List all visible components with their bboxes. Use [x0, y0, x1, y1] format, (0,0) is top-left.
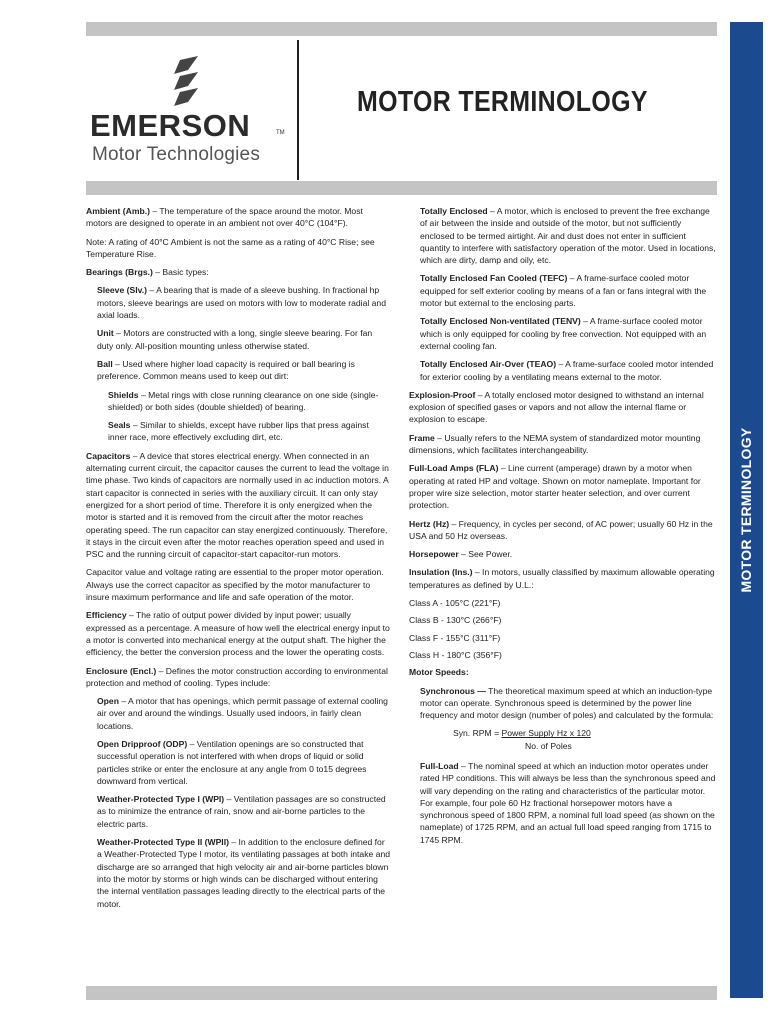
insulation-class — [409, 597, 716, 609]
definition-text: – Line current (amperage) drawn by a motor when operating at rated HP and voltage. Shown on motor nameplate. Important for proper wire size selection, motor starter heater selection, and over current protection. — [409, 463, 701, 511]
definition-text: – Similar to shields, except have rubber lips that press against inner race, more effectively excluding dirt, etc. — [108, 420, 369, 443]
definition — [86, 450, 390, 561]
term: Full-Load — [420, 760, 459, 771]
term: Shields — [108, 389, 139, 400]
note — [86, 566, 390, 603]
definition-text: – A motor, which is enclosed to prevent the free exchange of air between the inside and outside of the motor, but not sufficiently enclosed to be termed airtight. Air and dust does not enter in sufficient quantity to interfere with satisfactory operation of the motor. Used in locations, which are dirty, damp and oily, etc. — [420, 206, 716, 266]
definition-text: – Ventilation openings are so constructed that successful operation is not interfered with when drops of liquid or solid particles strike or enter the enclosure at any angle from 0 to15 degrees downward from vertical. — [97, 738, 367, 786]
definition-text: – The ratio of output power divided by input power; usually expressed as a percentage. A measure of how well the electrical energy input to a motor is converted into mechanical energy at the output shaft. The higher the efficiency, the better the conversion process and the lower the operating costs. — [86, 610, 390, 658]
term: Open — [97, 696, 119, 707]
definition-text: – Defines the motor construction according to environmental protection and method of cooling. Types include: — [86, 665, 388, 688]
term: Sleeve (Slv.) — [97, 285, 147, 296]
insulation-class — [409, 649, 716, 661]
term: Frame — [409, 432, 435, 443]
definition-text: – Metal rings with close running clearance on one side (single-shielded) or both sides (double shielded) of bearing. — [108, 389, 379, 412]
definition-text: – Ventilation passages are so constructed as to minimize the entrance of rain, snow and air-borne particles to the electric parts. — [97, 794, 386, 829]
header-gray-bar — [86, 181, 717, 195]
definition — [97, 738, 390, 787]
definition — [409, 432, 716, 457]
insulation-class — [409, 614, 716, 626]
class-text: Class F - 155°C (311°F) — [409, 632, 501, 643]
definition — [409, 566, 716, 591]
formula-lhs: Syn. RPM = — [453, 728, 502, 739]
right-column — [409, 205, 716, 852]
header-divider — [297, 40, 299, 180]
definition-text: – See Power. — [458, 549, 513, 560]
definition-text: – In motors, usually classified by maximum allowable operating temperatures as defined by U.L.: — [409, 567, 715, 590]
definition-text: – A motor that has openings, which permit passage of external cooling air over and around the windings. Usually used indoors, in fairly clean locations. — [97, 696, 388, 731]
definition-text: – Motors are constructed with a long, single sleeve bearing. For fan duty only. All-position mounting unless otherwise stated. — [97, 328, 373, 351]
note — [86, 236, 390, 261]
definition-text: – The temperature of the space around the motor. Most motors are designed to operate in an ambient not over 40°C (104°F). — [86, 206, 363, 229]
definition — [420, 272, 716, 309]
term: Capacitors — [86, 450, 131, 461]
term: Horsepower — [409, 549, 459, 560]
term: Totally Enclosed — [420, 206, 488, 216]
definition — [420, 205, 716, 266]
definition — [409, 389, 716, 426]
definition — [86, 665, 390, 690]
definition — [97, 284, 390, 321]
class-text: Class H - 180°C (356°F) — [409, 649, 502, 660]
term: Weather-Protected Type I (WPI) — [97, 794, 225, 805]
term: Open Dripproof (ODP) — [97, 738, 188, 749]
definition-text: – A bearing that is made of a sleeve bushing. In fractional hp motors, sleeve bearings are used on motors with low to moderate radial and axial loads. — [97, 285, 386, 321]
definition-text: – Frequency, in cycles per second, of AC power; usually 60 Hz in the USA and 50 Hz overseas. — [409, 518, 713, 541]
term: Totally Enclosed Non-ventilated (TENV) — [420, 316, 581, 327]
term: Insulation (Ins.) — [409, 567, 473, 578]
term: Motor Speeds: — [409, 667, 469, 678]
term: Totally Enclosed Air-Over (TEAO) — [420, 359, 557, 370]
definition — [409, 518, 716, 543]
definition — [97, 358, 390, 383]
formula-denominator: No. of Poles — [525, 740, 572, 751]
definition-text: – The nominal speed at which an induction motor operates under rated HP conditions. This will always be less than the synchronous speed and will vary depending on the rating and characteristics of the particular motor. For example, four pole 60 Hz fractional horsepower motors have a synchronous speed of 1800 RPM, a nominal full load speed (as shown on the nameplate) of 1725 RPM, and an actual full load speed ranging from 1715 to 1745 RPM. — [420, 760, 716, 845]
formula-numerator: Power Supply Hz x 120 — [501, 728, 591, 739]
definition — [409, 462, 716, 511]
definition-text: – A frame-surface cooled motor equipped for self exterior cooling by means of a fan or fans integral with the motor but external to the enclosing parts. — [420, 273, 707, 309]
term: Weather-Protected Type II (WPII) — [97, 837, 229, 848]
bottom-gray-bar — [86, 986, 717, 1000]
definition-text: – Basic types: — [152, 267, 209, 278]
insulation-class — [409, 632, 716, 644]
brand-subtitle: Motor Technologies — [92, 144, 261, 165]
definition-text: – Usually refers to the NEMA system of standardized motor mounting dimensions, which facilitates interchangeability. — [409, 432, 701, 456]
definition — [97, 327, 390, 352]
term: Efficiency — [86, 610, 127, 621]
section-heading — [409, 666, 716, 678]
term: Seals — [108, 420, 131, 431]
definition-text: – In addition to the enclosure defined for a Weather-Protected Type I motor, its ventilating passages at both intake and discharge are so arranged that high velocity air and air-borne particles blown into the motor by storms or high winds can be discharged without entering the internal ventilation passages leading directly to the electrical parts of the motor. — [97, 837, 390, 909]
term: Explosion-Proof — [409, 389, 476, 400]
top-gray-bar — [86, 22, 717, 36]
definition — [97, 836, 390, 910]
term: Ambient (Amb.) — [86, 206, 150, 216]
term: Full-Load Amps (FLA) — [409, 463, 499, 474]
definition — [86, 266, 390, 278]
definition — [108, 389, 390, 414]
definition — [420, 685, 716, 722]
syn-rpm-formula — [453, 727, 716, 752]
trademark-mark: TM — [276, 130, 285, 136]
definition — [86, 609, 390, 658]
term: Totally Enclosed Fan Cooled (TEFC) — [420, 273, 568, 284]
definition-text: – A totally enclosed motor designed to withstand an internal explosion of specified gases or vapors and not allow the internal flame or explosion to escape. — [409, 389, 704, 425]
definition-text: – A frame-surface cooled motor which is only equipped for cooling by free convection. Not equipped with an external cooling fan. — [420, 316, 707, 351]
definition — [420, 315, 716, 352]
definition — [420, 358, 716, 383]
definition — [97, 695, 390, 732]
definition — [86, 205, 390, 230]
class-text: Class B - 130°C (266°F) — [409, 615, 502, 626]
definition-text: Capacitor value and voltage rating are essential to the proper motor operation. Always use the correct capacitor as specified by the motor manufacturer to insure maximum performance and life and safe operation of the motor. — [86, 567, 384, 603]
class-text: Class A - 105°C (221°F) — [409, 598, 501, 609]
definition — [409, 548, 716, 560]
definition — [420, 760, 716, 846]
term: Hertz (Hz) — [409, 518, 450, 529]
definition — [108, 419, 390, 444]
side-tab-label: MOTOR TERMINOLOGY — [738, 427, 754, 593]
term: Enclosure (Encl.) — [86, 665, 157, 676]
definition-text: The theoretical maximum speed at which an induction-type motor can operate. Synchronous speed is determined by the power line frequency and motor design (number of poles) and calculated by the formula: — [420, 685, 714, 721]
definition-text: – A device that stores electrical energy. When connected in an alternating current circuit, the capacitor causes the current to lead the voltage in time phase. Two kinds of capacitors are normally used in ac induction motors. A start capacitor is connected in series with the auxiliary circuit. It can only stay energized for a short period of time. Therefore it is only energized when the motor is started and it is removed from the circuit after the motor reaches operating speed. The run capacitor can stay energized continuously. Therefore, it stays in the circuit even after the motor reaches operation speed and used in PSC and the running circuit of capacitor-start capacitor-run motors. — [86, 450, 389, 560]
term: Bearings (Brgs.) — [86, 267, 153, 278]
definition-text: – Used where higher load capacity is required or ball bearing is preference. Common means used to keep out dirt: — [97, 358, 355, 382]
brand-name: EMERSON — [90, 108, 251, 143]
term: Synchronous — — [420, 685, 486, 696]
definition-text: – A frame-surface cooled motor intended for exterior cooling by a ventilating means external to the motor. — [420, 359, 714, 382]
left-column — [86, 205, 390, 916]
term: Unit — [97, 328, 114, 339]
term: Ball — [97, 358, 113, 369]
definition — [97, 793, 390, 830]
definition-text: Note: A rating of 40°C Ambient is not the same as a rating of 40°C Rise; see Temperature Rise. — [86, 236, 375, 259]
page-title: MOTOR TERMINOLOGY — [357, 86, 648, 118]
